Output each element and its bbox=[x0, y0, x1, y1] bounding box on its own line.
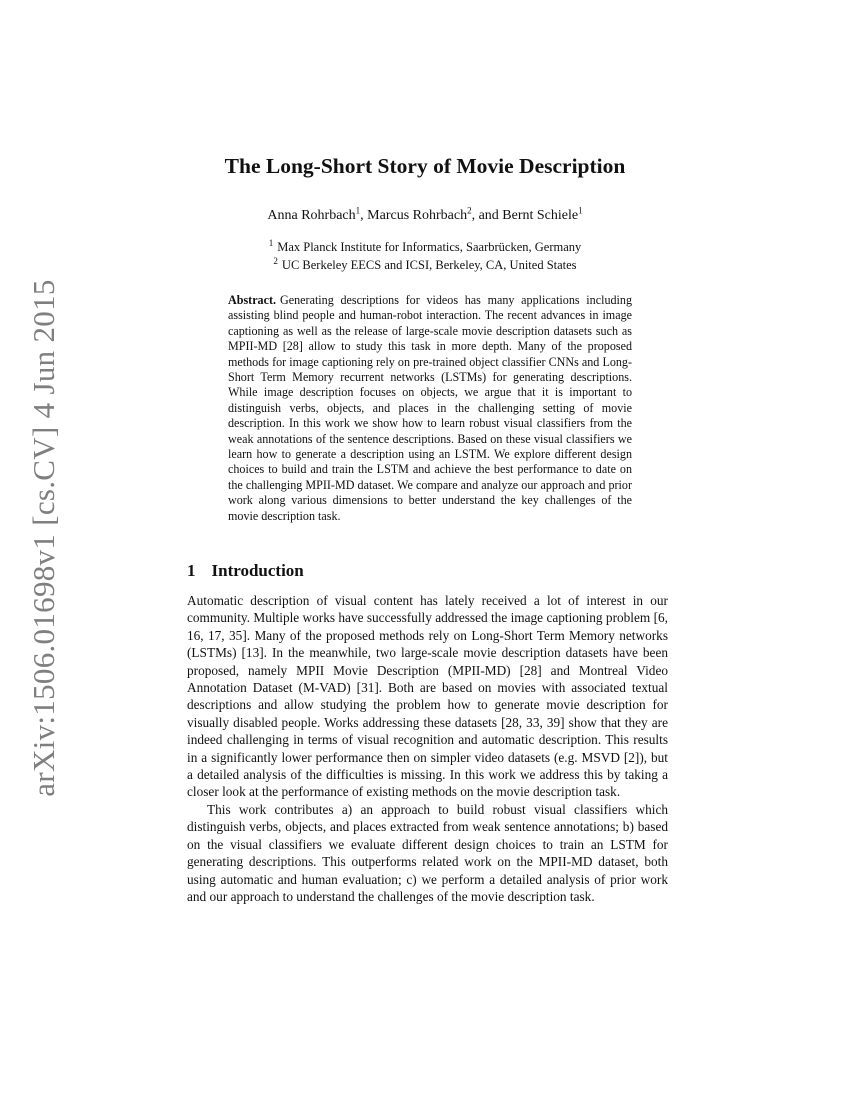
author-name: Anna Rohrbach bbox=[267, 208, 356, 223]
paragraph: This work contributes a) an approach to build robust visual classifiers which distinguish verbs, objects, and places extracted from weak sentence annotations; b) based on the visual classifiers we evaluate different design choices to train an LSTM for generating descriptions. This outperforms related work on the MPII-MD dataset, both using automatic and human evaluation; c) we perform a detailed analysis of prior work and our approach to understand the challenges of the movie description task. bbox=[187, 801, 668, 904]
author-affiliation-mark: 1 bbox=[355, 205, 361, 216]
section-body bbox=[187, 592, 668, 905]
author-name: Marcus Rohrbach bbox=[367, 208, 468, 223]
affiliation-line bbox=[0, 238, 850, 255]
arxiv-identifier[interactable]: arXiv:1506.01698v1 [cs.CV] 4 Jun 2015 bbox=[26, 279, 61, 797]
author-affiliation-mark: 2 bbox=[467, 205, 472, 216]
section-title: Introduction bbox=[211, 561, 304, 580]
section-heading bbox=[187, 561, 304, 581]
author-separator: , and bbox=[471, 208, 503, 223]
author-affiliation-mark: 1 bbox=[578, 205, 583, 216]
abstract-label: Abstract. bbox=[228, 293, 277, 307]
author-name: Bernt Schiele bbox=[502, 208, 579, 223]
author-list bbox=[0, 205, 850, 224]
affiliation-line bbox=[0, 256, 850, 273]
paragraph: Automatic description of visual content has lately received a lot of interest in our community. Multiple works have successfully addressed the image captioning problem [6, 16, 17, 35]. Many of the proposed methods rely on Long-Short Term Memory networks (LSTMs) [13]. In the meanwhile, two large-scale movie description datasets have been proposed, namely MPII Movie Description (MPII-MD) [28] and Montreal Video Annotation Dataset (M-VAD) [31]. Both are based on movies with associated textual descriptions and allow studying the problem how to generate movie description for visually disabled people. Works addressing these datasets [28, 33, 39] show that they are indeed challenging in terms of visual recognition and automatic description. This results in a significantly lower performance then on simpler video datasets (e.g. MSVD [2]), but a detailed analysis of the difficulties is missing. In this work we address this by taking a closer look at the performance of existing methods on the movie description task. bbox=[187, 593, 668, 800]
affiliation-mark: 1 bbox=[268, 238, 274, 248]
section-number: 1 bbox=[187, 561, 196, 580]
abstract bbox=[228, 293, 632, 524]
affiliation-mark: 2 bbox=[273, 256, 278, 266]
paper-title: The Long-Short Story of Movie Description bbox=[224, 154, 626, 178]
affiliation-text: Max Planck Institute for Informatics, Saarbrücken, Germany bbox=[277, 240, 582, 254]
author-separator: , bbox=[360, 208, 368, 223]
abstract-text: Generating descriptions for videos has many applications including assisting blind people and human-robot interaction. The recent advances in image captioning as well as the release of large-scale movie description datasets such as MPII-MD [28] allow to study this task in more depth. Many of the proposed methods for image captioning rely on pre-trained object classifier CNNs and Long-Short Term Memory recurrent networks (LSTMs) for generating descriptions. While image description focuses on objects, we argue that it is important to distinguish verbs, objects, and places in the challenging setting of movie description. In this work we show how to learn robust visual classifiers from the weak annotations of the sentence descriptions. Based on these visual classifiers we learn how to generate a description using an LSTM. We explore different design choices to build and train the LSTM and achieve the best performance to date on the challenging MPII-MD dataset. We compare and analyze our approach and prior work along various dimensions to better understand the key challenges of the movie description task. bbox=[228, 293, 632, 523]
affiliation-text: UC Berkeley EECS and ICSI, Berkeley, CA, United States bbox=[281, 258, 577, 272]
